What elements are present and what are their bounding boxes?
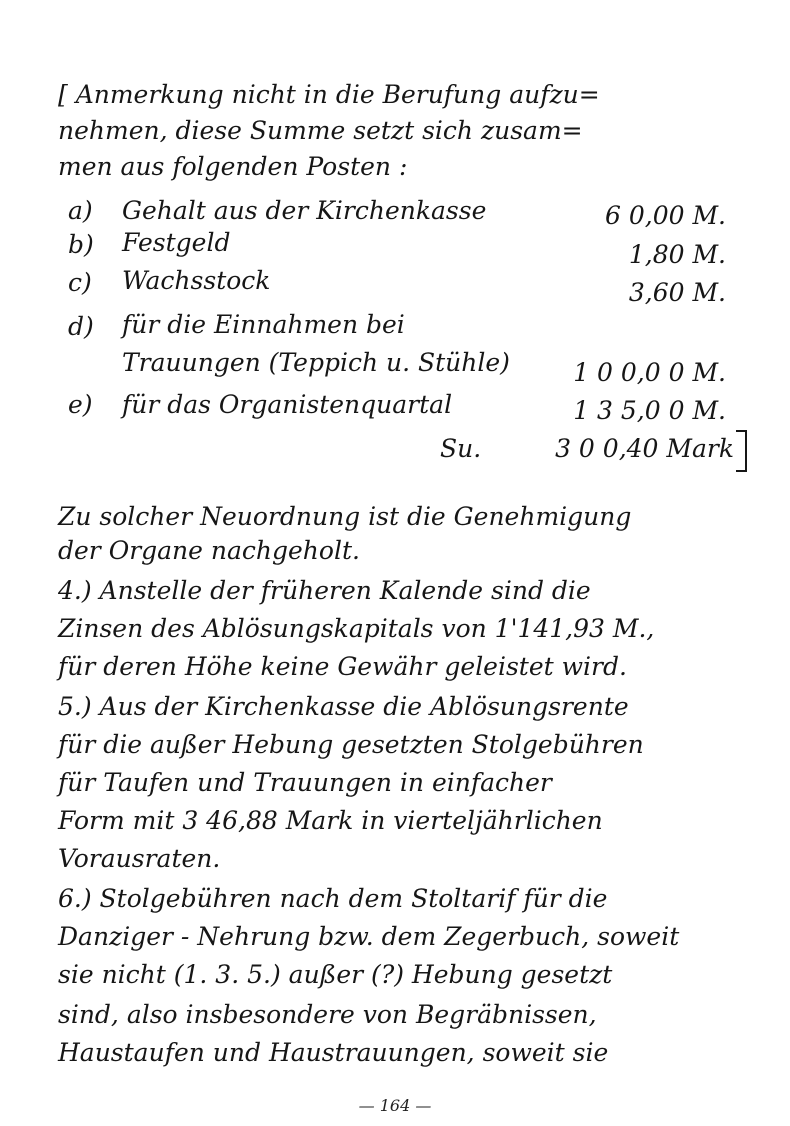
posten-letter-d: d) bbox=[68, 312, 94, 341]
posten-text-c: Wachsstock bbox=[122, 266, 271, 295]
posten-amount-c: 3,60 M. bbox=[628, 278, 726, 307]
note-line-1: [ Anmerkung nicht in die Berufung aufzu= bbox=[58, 80, 600, 109]
sum-amount: 3 0 0,40 Mark bbox=[555, 434, 734, 463]
posten-amount-d: 1 0 0,0 0 M. bbox=[573, 358, 726, 387]
posten-text-b: Festgeld bbox=[122, 228, 231, 257]
body-line-13: sie nicht (1. 3. 5.) außer (?) Hebung gesetzt bbox=[58, 960, 613, 989]
body-line-12: Danziger - Nehrung bzw. dem Zegerbuch, soweit bbox=[58, 922, 680, 951]
posten-text-a: Gehalt aus der Kirchenkasse bbox=[122, 196, 487, 225]
body-line-10: Vorausraten. bbox=[58, 844, 221, 873]
posten-text-e: für das Organistenquartal bbox=[122, 390, 453, 419]
body-line-1: Zu solcher Neuordnung ist die Genehmigung bbox=[58, 502, 632, 531]
posten-amount-a: 6 0,00 M. bbox=[604, 201, 726, 230]
posten-amount-b: 1,80 M. bbox=[628, 240, 726, 269]
closing-bracket bbox=[736, 430, 747, 472]
posten-text-d: für die Einnahmen bei bbox=[122, 310, 405, 339]
body-line-7: für die außer Hebung gesetzten Stolgebühren bbox=[58, 730, 644, 759]
sum-label: Su. bbox=[440, 434, 482, 463]
posten-amount-e: 1 3 5,0 0 M. bbox=[573, 396, 726, 425]
body-line-9: Form mit 3 46,88 Mark in vierteljährlichen bbox=[58, 806, 603, 835]
body-line-14: sind, also insbesondere von Begräbnissen, bbox=[58, 1000, 597, 1029]
posten-letter-b: b) bbox=[68, 230, 94, 259]
page-number: — 164 — bbox=[358, 1096, 432, 1115]
posten-letter-a: a) bbox=[68, 196, 93, 225]
body-line-6: 5.) Aus der Kirchenkasse die Ablösungsrente bbox=[58, 692, 629, 721]
body-line-2: der Organe nachgeholt. bbox=[58, 536, 360, 565]
note-line-3: men aus folgenden Posten : bbox=[58, 152, 408, 181]
note-line-2: nehmen, diese Summe setzt sich zusam= bbox=[58, 116, 583, 145]
body-line-11: 6.) Stolgebühren nach dem Stoltarif für die bbox=[58, 884, 608, 913]
posten-text-d-cont: Trauungen (Teppich u. Stühle) bbox=[122, 348, 510, 377]
body-line-3: 4.) Anstelle der früheren Kalende sind die bbox=[58, 576, 591, 605]
posten-letter-c: c) bbox=[68, 268, 92, 297]
posten-letter-e: e) bbox=[68, 390, 93, 419]
body-line-8: für Taufen und Trauungen in einfacher bbox=[58, 768, 552, 797]
body-line-5: für deren Höhe keine Gewähr geleistet wird. bbox=[58, 652, 627, 681]
body-line-4: Zinsen des Ablösungskapitals von 1'141,93 M., bbox=[58, 614, 655, 643]
body-line-15: Haustaufen und Haustrauungen, soweit sie bbox=[58, 1038, 609, 1067]
